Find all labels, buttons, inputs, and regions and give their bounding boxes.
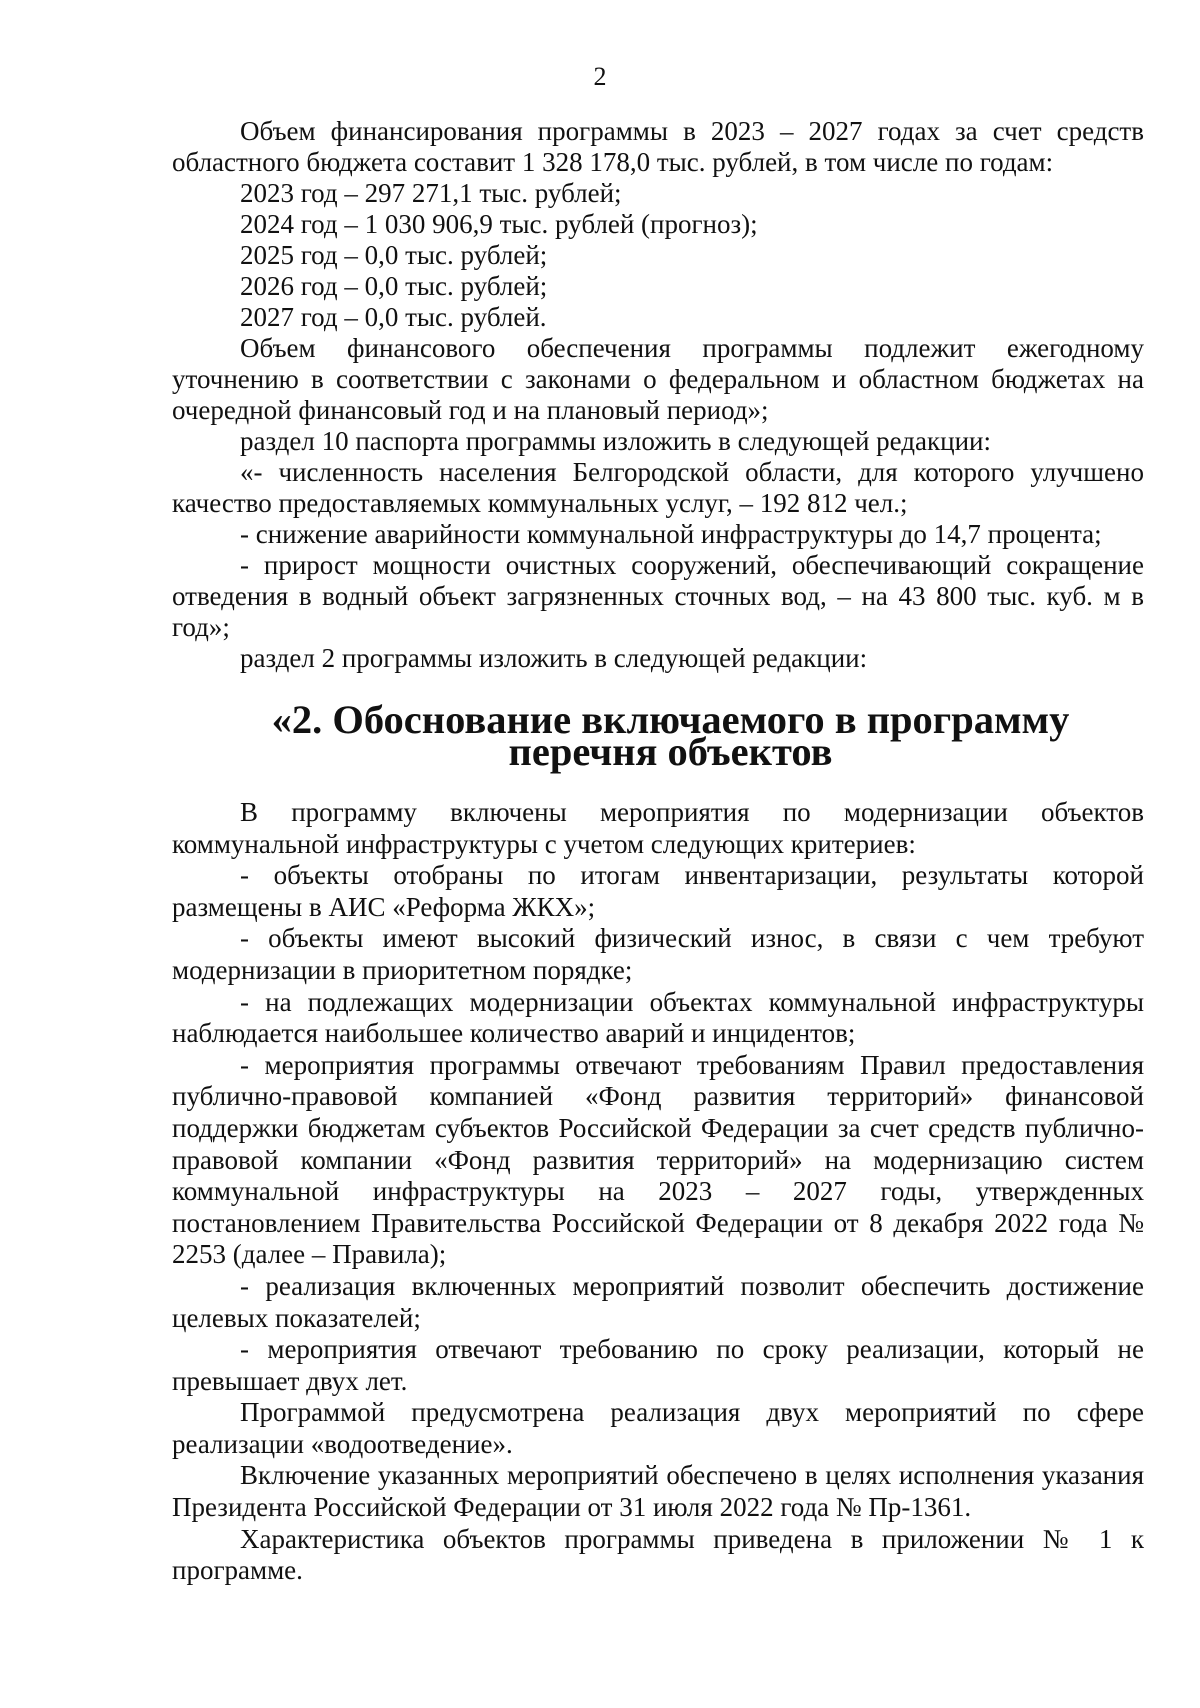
funding-clarification: Объем финансового обеспечения программы подлежит ежегодному уточнению в соответствии с законами о федеральном и областном бюджетах на очередной финансовый год и на плановый период»; (172, 333, 1144, 425)
section10-item-capacity: - прирост мощности очистных сооружений, обеспечивающий сокращение отведения в водный объект загрязненных сточных вод, – на 43 800 тыс. куб. м в год»; (172, 550, 1144, 642)
section10-item-accidents: - снижение аварийности коммунальной инфраструктуры до 14,7 процента; (240, 519, 1102, 549)
funding-intro: Объем финансирования программы в 2023 – 2027 годах за счет средств областного бюджета составит 1 328 178,0 тыс. рублей, в том числе по годам: (172, 116, 1144, 177)
criterion-wear: - объекты имеют высокий физический износ, в связи с чем требуют модернизации в приоритетном порядке; (172, 923, 1144, 985)
section2-intro: В программу включены мероприятия по модернизации объектов коммунальной инфраструктуры с учетом следующих критериев: (172, 797, 1144, 859)
measures-paragraph: Программой предусмотрена реализация двух мероприятий по сфере реализации «водоотведение». (172, 1397, 1144, 1459)
criterion-rules: - мероприятия программы отвечают требованиям Правил предоставления публично-правовой компанией «Фонд развития территорий» финансовой поддержки бюджетам субъектов Российской Федерации за счет средств публично-правовой компании «Фонд развития территорий» на модернизацию систем коммунальной инфраструктуры на 2023 – 2027 годы, утвержденных постановлением Правительства Российской Федерации от 8 декабря 2022 года № 2253 (далее – Правила); (172, 1049, 1144, 1270)
section2-instruction: раздел 2 программы изложить в следующей редакции: (240, 643, 868, 673)
funding-year-2024: 2024 год – 1 030 906,9 тыс. рублей (прогноз); (240, 209, 758, 239)
criterion-inventory: - объекты отобраны по итогам инвентаризации, результаты которой размещены в АИС «Реформа ЖКХ»; (172, 860, 1144, 922)
characteristics-paragraph: Характеристика объектов программы приведена в приложении № 1 к программе. (172, 1523, 1144, 1586)
inclusion-paragraph: Включение указанных мероприятий обеспечено в целях исполнения указания Президента Российской Федерации от 31 июля 2022 года № Пр-1361. (172, 1460, 1144, 1523)
section10-item-population: «- численность населения Белгородской области, для которого улучшено качество предоставляемых коммунальных услуг, – 192 812 чел.; (172, 457, 1144, 518)
criterion-targets: - реализация включенных мероприятий позволит обеспечить достижение целевых показателей; (172, 1270, 1144, 1333)
funding-year-2027: 2027 год – 0,0 тыс. рублей. (240, 302, 547, 332)
criterion-timeframe: - мероприятия отвечают требованию по сроку реализации, который не превышает двух лет. (172, 1334, 1144, 1396)
document-body (172, 116, 1144, 1587)
criterion-accidents: - на подлежащих модернизации объектах коммунальной инфраструктуры наблюдается наибольшее количество аварий и инцидентов; (172, 986, 1144, 1049)
funding-year-2026: 2026 год – 0,0 тыс. рублей; (240, 271, 548, 301)
funding-year-2025: 2025 год – 0,0 тыс. рублей; (240, 240, 548, 270)
funding-year-2023: 2023 год – 297 271,1 тыс. рублей; (240, 178, 622, 208)
section10-instruction: раздел 10 паспорта программы изложить в следующей редакции: (240, 426, 991, 456)
page-number: 2 (593, 62, 607, 91)
section2-heading: «2. Обоснование включаемого в программу перечня объектов (271, 697, 1070, 774)
